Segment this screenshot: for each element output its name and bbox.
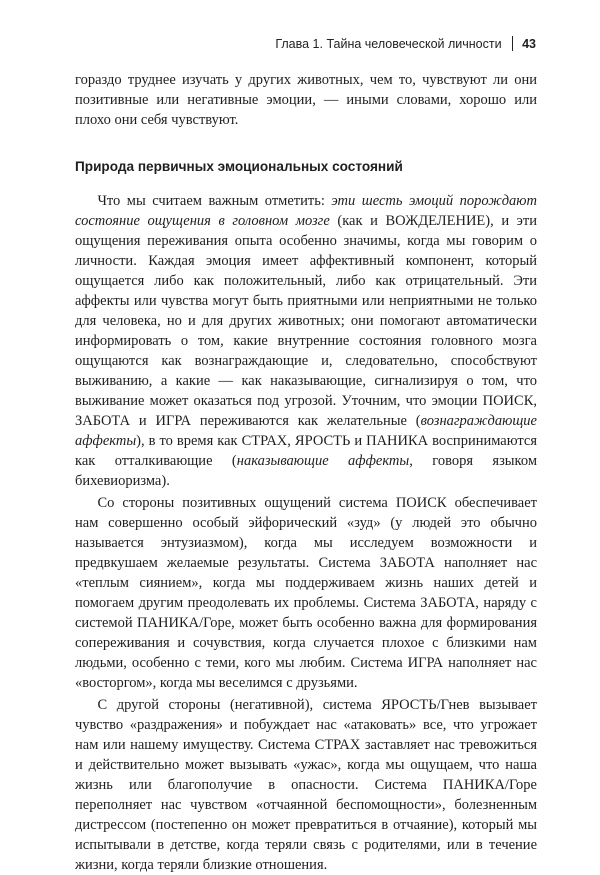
paragraph-3: С другой стороны (негативной), система ЯРОСТЬ/Гнев вызывает чувство «раздражения» и побуждает нас «атаковать» все, что угрожает нам или нашему имуществу. Система СТРАХ заставляет нас тревожиться и действительно может вызывать «ужас», когда мы ощущаем, что наша жизнь или благополучие в опасности. Система ПАНИКА/Горе переполняет нас чувством «отчаянной беспомощности», болезненным дистрессом (постепенно он может превратиться в отчаяние), который мы испытывали в детстве, когда теряли связь с родителями, или в течение жизни, когда теряли близкие отношения. bbox=[75, 697, 537, 873]
p1-italic-d: вознаграждающие аффекты bbox=[75, 413, 537, 449]
chapter-title: Глава 1. Тайна человеческой личности bbox=[275, 36, 502, 51]
page-body bbox=[75, 70, 537, 875]
p1-text-a: Что мы считаем важным отметить: bbox=[97, 193, 332, 209]
p1-italic-f: наказывающие аффекты bbox=[236, 453, 410, 469]
p1-text-e: ), в то время как СТРАХ, ЯРОСТЬ и ПАНИКА воспринимаются как отталкивающие ( bbox=[75, 433, 537, 469]
p1-text-c: (как и ВОЖДЕЛЕНИЕ), и эти ощущения переживания опыта особенно значимы, когда мы говорим о личности. Каждая эмоция имеет аффективный компонент, который ощущается либо как положительный, либо как отрицательный. Эти аффекты или чувства могут быть приятными или неприятными не только для человека, но и для других животных; они помогают автоматически информировать о том, какие внутренние состояния головного мозга ощущаются как вознаграждающие и, следовательно, способствуют выживанию, а какие — как наказывающие, сигнализируя о том, что выживание может оказаться под угрозой. Уточним, что эмоции ПОИСК, ЗАБОТА и ИГРА переживаются как желательные ( bbox=[75, 213, 538, 429]
intro-paragraph: гораздо труднее изучать у других животных, чем то, чувствуют ли они позитивные или негативные эмоции, — иными словами, хорошо или плохо они себя чувствуют. bbox=[75, 72, 537, 128]
header-divider bbox=[512, 36, 514, 51]
paragraph-2: Со стороны позитивных ощущений система ПОИСК обеспечивает нам совершенно особый эйфорический «зуд» (у людей это обычно называется энтузиазмом), когда мы исследуем возможности и предвкушаем желаемые результаты. Система ЗАБОТА наполняет нас «теплым сиянием», когда мы поддерживаем жизнь наших детей и помогаем другим преодолевать их проблемы. Система ЗАБОТА, наряду с системой ПАНИКА/Горе, может быть особенно важна для формирования сопереживания и сочувствия, когда случается плохое с близкими нам людьми, особенно с теми, кого мы любим. Система ИГРА наполняет нас «восторгом», когда мы веселимся с друзьями. bbox=[75, 495, 537, 691]
page-number: 43 bbox=[522, 36, 536, 51]
paragraph-1 bbox=[75, 191, 537, 491]
p1-italic-b: эти шесть эмоций порождают состояние ощущения в головном мозге bbox=[75, 193, 537, 229]
running-head bbox=[275, 36, 536, 51]
section-heading: Природа первичных эмоциональных состояний bbox=[75, 159, 403, 174]
p1-text-g: , говоря языком бихевиоризма). bbox=[75, 453, 538, 489]
